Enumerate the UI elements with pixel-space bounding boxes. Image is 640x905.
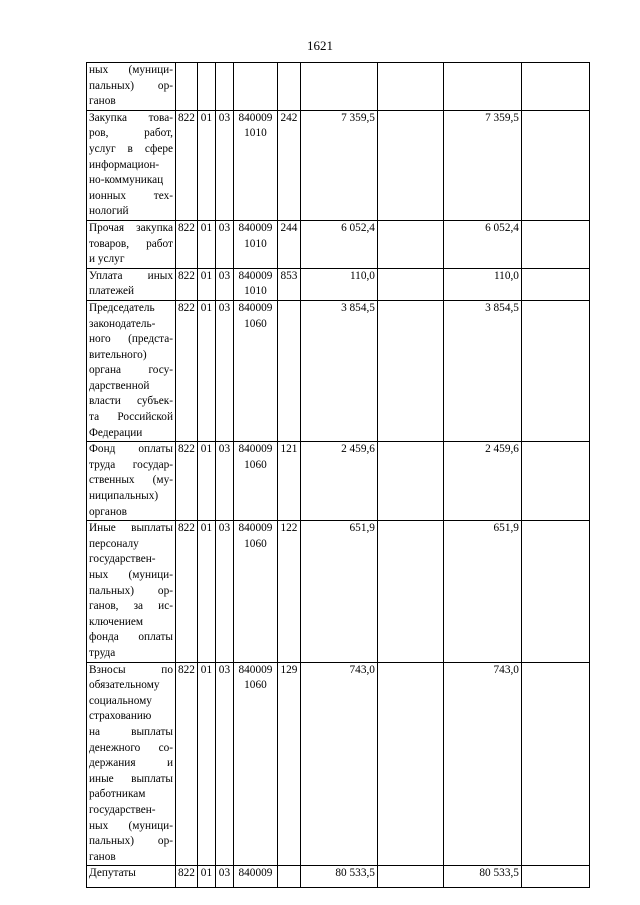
blank-cell [521,521,589,662]
amount-extra-cell [377,220,443,268]
row-name-cell: Прочая закупка товаров, работ и услуг [87,220,176,268]
table-row [87,220,590,268]
grbs-code-cell: 822 [176,521,198,662]
subsection-code-cell: 03 [215,220,233,268]
amount-cell: 80 533,5 [300,866,377,888]
subsection-code-cell: 03 [215,268,233,300]
expense-type-cell: 853 [277,268,300,300]
target-article-cell: 840009 1010 [233,268,277,300]
subsection-code-cell: 03 [215,300,233,441]
expense-type-cell: 121 [277,442,300,521]
expense-type-cell: 129 [277,662,300,866]
target-article-cell: 840009 1010 [233,110,277,220]
amount-cell: 743,0 [300,662,377,866]
amount-total-cell: 3 854,5 [443,300,521,441]
expense-type-cell [277,63,300,111]
expense-type-cell [277,300,300,441]
subsection-code-cell: 03 [215,110,233,220]
section-code-cell: 01 [197,442,215,521]
blank-cell [521,268,589,300]
expense-type-cell: 122 [277,521,300,662]
table-row [87,521,590,662]
amount-extra-cell [377,110,443,220]
section-code-cell: 01 [197,110,215,220]
amount-cell: 651,9 [300,521,377,662]
table-row [87,662,590,866]
amount-cell: 6 052,4 [300,220,377,268]
amount-total-cell: 651,9 [443,521,521,662]
budget-table [86,62,590,888]
grbs-code-cell: 822 [176,268,198,300]
amount-total-cell [443,63,521,111]
target-article-cell: 840009 [233,866,277,888]
expense-type-cell: 242 [277,110,300,220]
grbs-code-cell: 822 [176,110,198,220]
section-code-cell [197,63,215,111]
blank-cell [521,220,589,268]
amount-cell: 2 459,6 [300,442,377,521]
grbs-code-cell [176,63,198,111]
table-row [87,268,590,300]
amount-total-cell: 2 459,6 [443,442,521,521]
table-row [87,110,590,220]
amount-total-cell: 80 533,5 [443,866,521,888]
subsection-code-cell: 03 [215,866,233,888]
table-row [87,442,590,521]
expense-type-cell [277,866,300,888]
table-row [87,866,590,888]
row-name-cell: Уплата иных платежей [87,268,176,300]
grbs-code-cell: 822 [176,220,198,268]
section-code-cell: 01 [197,300,215,441]
section-code-cell: 01 [197,521,215,662]
subsection-code-cell: 03 [215,662,233,866]
row-name-cell: Фонд оплаты труда государ- ственных (му- ниципальных) органов [87,442,176,521]
page-number: 1621 [307,38,333,53]
table-row [87,300,590,441]
amount-extra-cell [377,300,443,441]
grbs-code-cell: 822 [176,442,198,521]
amount-total-cell: 6 052,4 [443,220,521,268]
row-name-cell: Закупка това- ров, работ, услуг в сфере информацион- но-коммуникац ионных тех- нологий [87,110,176,220]
amount-extra-cell [377,866,443,888]
expense-type-cell: 244 [277,220,300,268]
amount-total-cell: 743,0 [443,662,521,866]
amount-cell: 3 854,5 [300,300,377,441]
subsection-code-cell: 03 [215,442,233,521]
amount-extra-cell [377,63,443,111]
target-article-cell: 840009 1060 [233,521,277,662]
target-article-cell: 840009 1060 [233,662,277,866]
table-row [87,63,590,111]
target-article-cell: 840009 1060 [233,300,277,441]
blank-cell [521,442,589,521]
blank-cell [521,63,589,111]
row-name-cell: ных (муници- пальных) ор- ганов [87,63,176,111]
amount-extra-cell [377,662,443,866]
row-name-cell: Депутаты [87,866,176,888]
amount-cell: 110,0 [300,268,377,300]
subsection-code-cell: 03 [215,521,233,662]
table-body [87,63,590,888]
subsection-code-cell [215,63,233,111]
amount-extra-cell [377,442,443,521]
section-code-cell: 01 [197,220,215,268]
amount-extra-cell [377,521,443,662]
row-name-cell: Взносы по обязательному социальному страхованию на выплаты денежного со- держания и иные выплаты работникам государствен- ных (муници- пальных) ор- ганов [87,662,176,866]
blank-cell [521,110,589,220]
grbs-code-cell: 822 [176,662,198,866]
section-code-cell: 01 [197,866,215,888]
section-code-cell: 01 [197,662,215,866]
blank-cell [521,866,589,888]
section-code-cell: 01 [197,268,215,300]
amount-cell [300,63,377,111]
target-article-cell: 840009 1060 [233,442,277,521]
target-article-cell [233,63,277,111]
blank-cell [521,662,589,866]
amount-total-cell: 7 359,5 [443,110,521,220]
amount-cell: 7 359,5 [300,110,377,220]
row-name-cell: Иные выплаты персоналу государствен- ных (муници- пальных) ор- ганов, за ис- ключением фонда оплаты труда [87,521,176,662]
amount-extra-cell [377,268,443,300]
blank-cell [521,300,589,441]
row-name-cell: Председатель законодатель- ного (предста- вительного) органа госу- дарственной власти субъек- та Российской Федерации [87,300,176,441]
amount-total-cell: 110,0 [443,268,521,300]
target-article-cell: 840009 1010 [233,220,277,268]
grbs-code-cell: 822 [176,300,198,441]
grbs-code-cell: 822 [176,866,198,888]
